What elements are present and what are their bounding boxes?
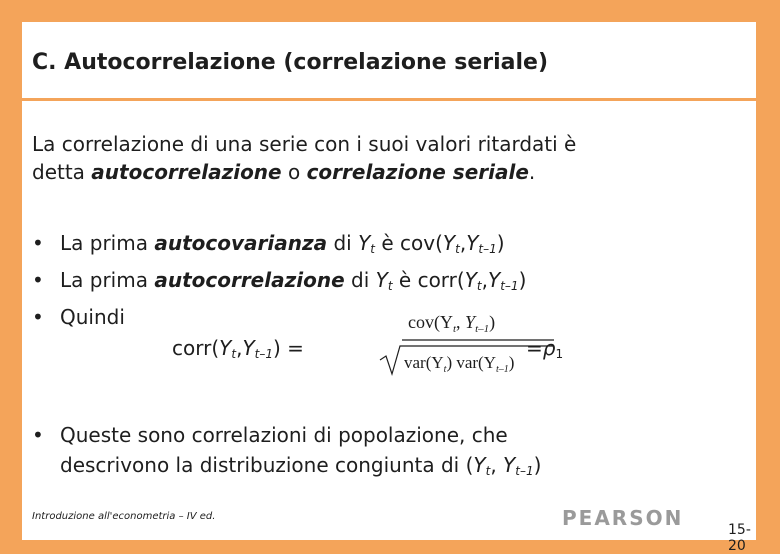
- term-autocovarianza: autocovarianza: [154, 231, 328, 255]
- intro-paragraph: [32, 130, 722, 186]
- subscript: t: [455, 242, 460, 256]
- formula-lhs: $corr(Y_t,Y_{t-1})$ =: [172, 336, 304, 361]
- fraction-denominator: $var(Y_t)$ $var(Y_{t-1})$: [404, 353, 515, 375]
- bullet-text: ): [518, 268, 527, 292]
- bullet-text: è cov(: [375, 231, 443, 255]
- bullet-text: di: [344, 268, 376, 292]
- bullet-text: ): [533, 453, 542, 477]
- slide-title: C. Autocorrelazione (correlazione seriale): [32, 50, 549, 75]
- bullet-text: La prima: [60, 268, 155, 292]
- subscript: t: [476, 279, 482, 293]
- intro-text: o: [281, 160, 307, 184]
- footer-book-title: Introduzione all'econometria – IV ed.: [32, 511, 216, 522]
- bullet-dot: •: [32, 268, 44, 292]
- intro-line-2: [32, 158, 722, 186]
- var-y: Y: [473, 453, 486, 477]
- subscript: t: [370, 242, 375, 256]
- subscript: t: [231, 347, 237, 361]
- bullet-item: [32, 420, 541, 450]
- bullet-dot: •: [32, 305, 44, 329]
- var-y: Y: [464, 268, 477, 292]
- var-y: Y: [442, 231, 456, 255]
- formula-text: ) =: [273, 336, 304, 360]
- bullet-dot: •: [32, 231, 44, 255]
- rho-symbol: ρ: [542, 336, 556, 360]
- var-y: Y: [242, 336, 255, 360]
- var-y: Y: [219, 336, 232, 360]
- subscript: t–1: [515, 464, 534, 478]
- rho-result: [526, 336, 563, 361]
- term-autocorrelazione: autocorrelazione: [91, 160, 282, 184]
- term-correlazione-seriale: correlazione seriale: [306, 160, 529, 184]
- formula-text: corr(: [172, 336, 220, 360]
- subscript: t–1: [500, 279, 519, 293]
- bullet-item: • La prima autocovarianza di $Y_t$ è $cov(Y_t,Y_{t-1})$: [32, 228, 526, 265]
- bullet-list-2: [32, 420, 541, 486]
- pearson-logo: PEARSON: [562, 506, 684, 530]
- term-autocorrelazione: autocorrelazione: [154, 268, 345, 292]
- bullet-dot: •: [32, 423, 44, 447]
- var-y: Y: [503, 453, 516, 477]
- bullet-text: di: [327, 231, 359, 255]
- var-y: Y: [358, 231, 371, 255]
- fraction-numerator: $cov(Y_t$, $Y_{t-1}$): [408, 312, 496, 335]
- bullet-text: è corr(: [392, 268, 465, 292]
- bullet-text: Queste sono correlazioni di popolazione, che: [60, 423, 508, 447]
- bullet-text: Quindi: [60, 305, 125, 329]
- bullet-text: ): [496, 231, 505, 255]
- subscript: 1: [555, 347, 564, 361]
- page-number: 15-20: [728, 522, 751, 554]
- var-y: Y: [488, 268, 501, 292]
- subscript: t–1: [254, 347, 273, 361]
- bullet-continuation: [32, 450, 541, 486]
- subscript: t–1: [478, 242, 497, 256]
- intro-text: .: [528, 160, 536, 184]
- bullet-item: • La prima autocorrelazione di $Y_t$ è $corr(Y_t,Y_{t-1})$: [32, 265, 526, 302]
- bullet-text: ,: [490, 453, 504, 477]
- subscript: t: [485, 464, 491, 478]
- subscript: t: [387, 279, 393, 293]
- var-y: Y: [466, 231, 479, 255]
- intro-text: detta: [32, 160, 92, 184]
- intro-line-1: La correlazione di una serie con i suoi valori ritardati è: [32, 132, 577, 156]
- var-y: Y: [375, 268, 388, 292]
- slide: [22, 22, 756, 554]
- equals-sign: =: [526, 336, 543, 360]
- title-divider: [22, 98, 756, 101]
- bullet-text: descrivono la distribuzione congiunta di (: [60, 453, 474, 477]
- bullet-text: La prima: [60, 231, 155, 255]
